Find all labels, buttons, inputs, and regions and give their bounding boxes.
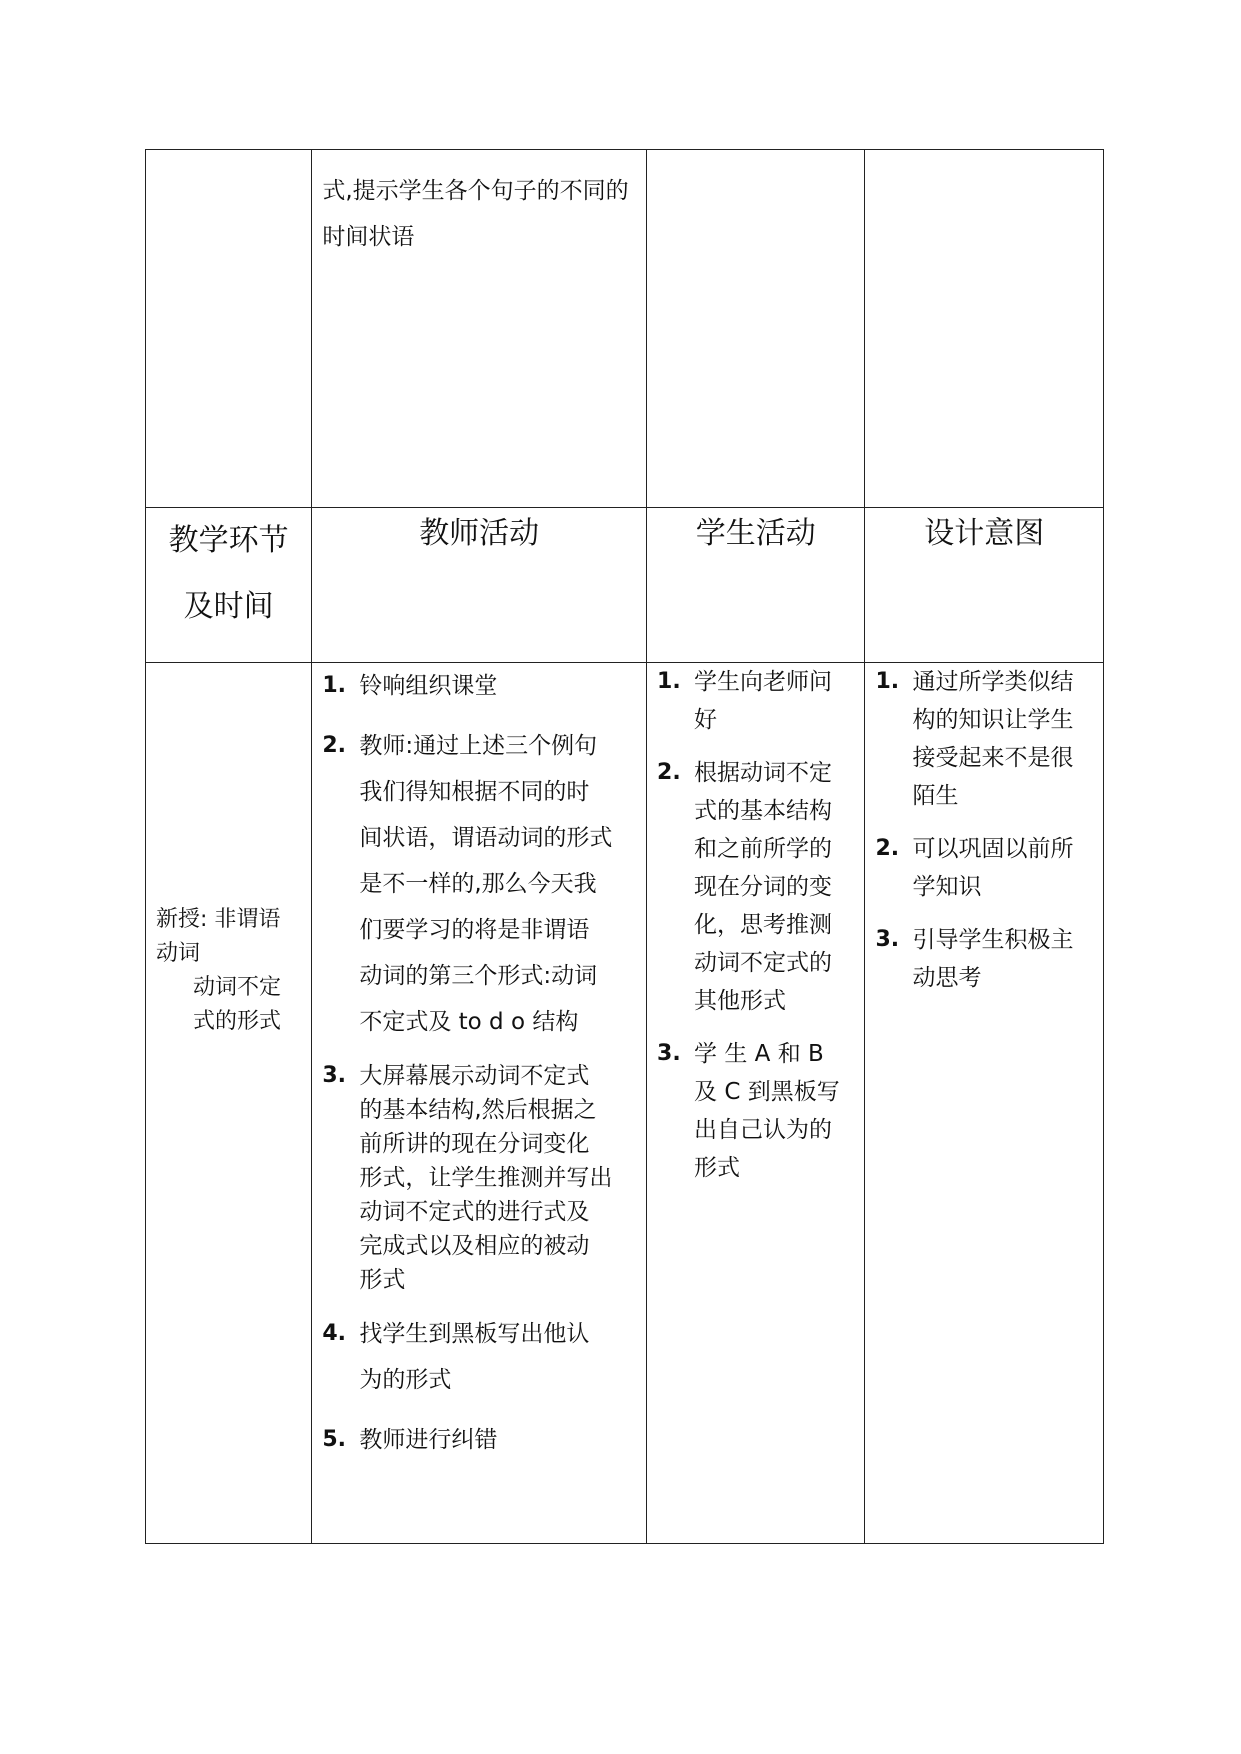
item-number: 1. bbox=[322, 673, 347, 698]
empty-cell bbox=[865, 150, 1104, 508]
header-stage-line2: 及时间 bbox=[183, 589, 274, 624]
item-text: 根据动词不定 式的基本结构 和之前所学的 现在分词的变 化，思考推测 动词不定式的 其他形式 bbox=[694, 760, 833, 1014]
student-activity-list bbox=[647, 663, 864, 1187]
item-text: 可以巩固以前所 学知识 bbox=[912, 836, 1074, 900]
list-item bbox=[875, 663, 1095, 815]
item-number: 3. bbox=[322, 1063, 347, 1088]
item-number: 5. bbox=[322, 1427, 347, 1452]
list-item bbox=[322, 1417, 638, 1463]
item-text: 教师:通过上述三个例句 我们得知根据不同的时 间状语，谓语动词的形式 是不一样的,那么今天我 们要学习的将是非谓语 动词的第三个形式:动词 不定式及 to d o 结构 bbox=[359, 733, 613, 1035]
item-text: 通过所学类似结 构的知识让学生 接受起来不是很 陌生 bbox=[912, 669, 1074, 809]
lesson-plan-table bbox=[145, 149, 1104, 1544]
continuation-teacher-cell bbox=[312, 150, 647, 508]
teacher-activity-list bbox=[312, 663, 646, 1463]
section-label bbox=[146, 903, 311, 1039]
section-label-line2: 动词不定式的形式 bbox=[193, 975, 282, 1034]
item-number: 2. bbox=[657, 760, 681, 785]
list-item bbox=[875, 921, 1095, 997]
teacher-activity-cell bbox=[312, 663, 647, 1544]
item-text: 引导学生积极主 动思考 bbox=[912, 927, 1074, 991]
empty-cell bbox=[146, 150, 312, 508]
item-number: 2. bbox=[875, 836, 900, 861]
design-intent-cell bbox=[865, 663, 1104, 1544]
list-item bbox=[322, 663, 638, 709]
header-design-intent: 设计意图 bbox=[865, 508, 1104, 663]
student-activity-cell bbox=[647, 663, 865, 1544]
design-intent-list bbox=[865, 663, 1103, 997]
item-number: 4. bbox=[322, 1321, 347, 1346]
item-text: 学生向老师问 好 bbox=[694, 669, 833, 733]
header-student-activity: 学生活动 bbox=[647, 508, 865, 663]
item-text: 铃响组织课堂 bbox=[359, 673, 498, 699]
list-item bbox=[322, 1059, 638, 1297]
section-label-line1: 新授: 非谓语动词 bbox=[156, 907, 281, 966]
list-item bbox=[657, 663, 856, 739]
item-text: 大屏幕展示动词不定式 的基本结构,然后根据之 前所讲的现在分词变化 形式，让学生推测并写出 动词不定式的进行式及 完成式以及相应的被动 形式 bbox=[359, 1063, 613, 1293]
header-stage-line1: 教学环节 bbox=[168, 523, 289, 558]
item-number: 3. bbox=[657, 1041, 681, 1066]
lesson-row bbox=[146, 663, 1104, 1544]
header-stage-time bbox=[146, 508, 312, 663]
item-number: 3. bbox=[875, 927, 900, 952]
item-number: 1. bbox=[875, 669, 900, 694]
list-item bbox=[322, 723, 638, 1045]
item-text: 教师进行纠错 bbox=[359, 1427, 498, 1453]
list-item bbox=[657, 754, 856, 1020]
item-number: 2. bbox=[322, 733, 347, 758]
header-row bbox=[146, 508, 1104, 663]
continuation-teacher-text: 式,提示学生各个句子的不同的时间状语 bbox=[322, 178, 629, 250]
list-item bbox=[322, 1311, 638, 1403]
header-teacher-activity: 教师活动 bbox=[312, 508, 647, 663]
section-label-cell bbox=[146, 663, 312, 1544]
item-number: 1. bbox=[657, 669, 681, 694]
item-text: 学 生 A 和 B 及 C 到黑板写 出自己认为的 形式 bbox=[694, 1041, 840, 1181]
list-item bbox=[657, 1035, 856, 1187]
empty-cell bbox=[647, 150, 865, 508]
item-text: 找学生到黑板写出他认 为的形式 bbox=[359, 1321, 590, 1393]
continuation-row bbox=[146, 150, 1104, 508]
list-item bbox=[875, 830, 1095, 906]
